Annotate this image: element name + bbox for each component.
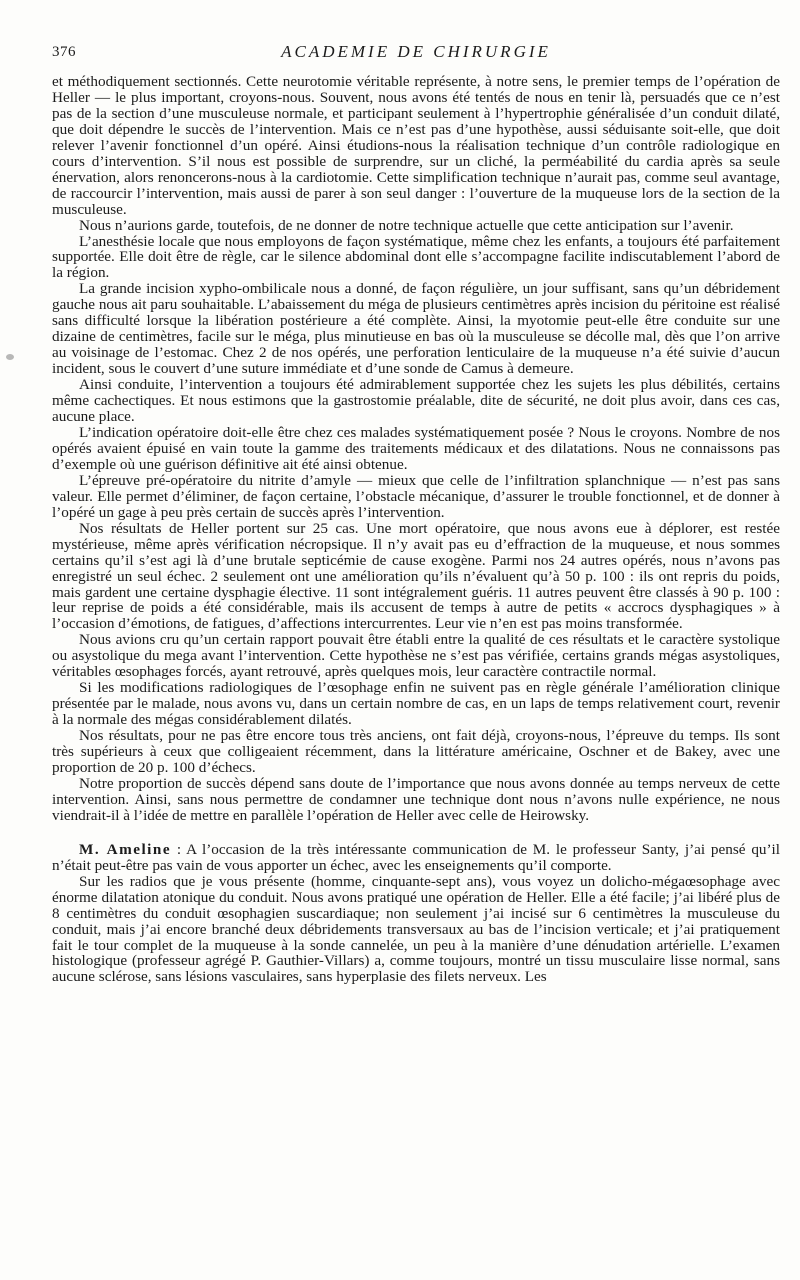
paragraph: Notre proportion de succès dépend sans doute de l’importance que nous avons donnée au temps nerveux de cette intervention. Ainsi, sans nous permettre de condamner une technique dont nous n’avons nulle expérience, ne nous viendrait-il à l’idée de mettre en parallèle l’opération de Heller avec celle de Heirowsky. <box>52 774 780 824</box>
paragraph: Nous n’aurions garde, toutefois, de ne donner de notre technique actuelle que cette anticipation sur l’avenir. <box>79 216 734 234</box>
body-text <box>52 74 780 985</box>
paragraph: et méthodiquement sectionnés. Cette neurotomie véritable représente, à notre sens, le premier temps de l’opération de Heller — le plus important, croyons-nous. Souvent, nous avons été tentés de nous en tenir là, persuadés que ce n’est pas de la section d’une musculeuse normale, et participant seulement à l’hypertrophie généralisée d’un conduit dilaté, que doit dépendre le succès de l’intervention. Mais ce n’est pas d’une hypothèse, aussi séduisante soit-elle, que doit relever l’avenir fonctionnel d’un opéré. Ainsi étudions-nous la réalisation technique d’un contrôle radiologique en cours d’intervention. S’il nous est possible de surprendre, sur un cliché, la perméabilité du cardia après sa seule énervation, alors renoncerons-nous à la cardiotomie. Cette simplification technique n’aurait pas, comme seul avantage, de raccourcir l’intervention, mais aussi de parer à son seul danger : l’ouverture de la muqueuse lors de la section de la musculeuse. <box>52 73 780 218</box>
paragraph: Sur les radios que je vous présente (homme, cinquante-sept ans), vous voyez un dolicho-mégaœsophage avec énorme dilatation atonique du conduit. Nous avons pratiqué une opération de Heller. Elle a été facile; j’ai libéré plus de 8 centimètres du conduit œsophagien suscardiaque; non seulement j’ai incisé sur 6 centimètres la musculeuse du conduit, mais j’ai encore branché deux débridements transversaux au bas de l’incision verticale; et j’ai pratiquement fait le tour complet de la muqueuse à la sonde cannelée, un peu à la manière d’une dénudation artérielle. L’examen histologique (professeur agrégé P. Gauthier-Villars) a, comme toujours, montré un tissu musculaire lisse normal, sans aucune sclérose, sans lésions vasculaires, sans hyperplasie des filets nerveux. Les <box>52 872 780 986</box>
document-page <box>52 40 780 985</box>
speaker-name: M. Ameline <box>79 840 172 858</box>
paragraph: Nos résultats de Heller portent sur 25 cas. Une mort opératoire, que nous avons eue à déplorer, est restée mystérieuse, même après vérification nécropsique. Il n’y avait pas eu d’effraction de la muqueuse, et nous sommes certains qu’il s’est agi là d’une brutale septicémie de cause exogène. Parmi nos 24 autres opérés, nous n’avons pas enregistré un seul échec. 2 seulement ont une amélioration qu’ils n’évaluent qu’à 50 p. 100 : ils ont repris du poids, mais gardent une certaine dysphagie élective. 11 sont intégralement guéris. 11 autres peuvent être classés à 90 p. 100 : leur reprise de poids a été considérable, mais ils accusent de temps à autre de petits « accrocs dysphagiques » à l’occasion d’émotions, de fatigues, d’affections intercurrentes. Leur vie n’en est pas moins transformée. <box>52 519 780 633</box>
paragraph: Nous avions cru qu’un certain rapport pouvait être établi entre la qualité de ces résultats et le caractère systolique ou asystolique du mega avant l’intervention. Cette hypothèse ne s’est pas vérifiée, certains grands mégas asystoliques, véritables œsophages forcés, ayant retrouvé, après quelques mois, leur caractère contractile normal. <box>52 631 780 681</box>
paragraph: La grande incision xypho-ombilicale nous a donné, de façon régulière, un jour suffisant, sans qu’un débridement gauche nous ait paru souhaitable. L’abaissement du méga de plusieurs centimètres après incision du péritoine est réalisé sans difficulté lorsque la libération postérieure a été complète. Ainsi, la myotomie peut-elle être conduite sur une dizaine de centimètres, facile sur le méga, plus minutieuse en bas où la musculeuse se décolle mal, dès que l’on arrive au voisinage de l’estomac. Chez 2 de nos opérés, une perforation lenticulaire de la muqueuse n’a été suivie d’aucun incident, sous le couvert d’une suture immédiate et d’une sonde de Camus à demeure. <box>52 280 780 378</box>
ameline-intro-text: : A l’occasion de la très intéressante communication de M. le professeur Santy, j’ai pensé qu’il n’était peut-être pas vain de vous apporter un échec, avec les enseignements qu’il comporte. <box>52 840 781 874</box>
page-header <box>52 40 780 64</box>
paragraph: L’indication opératoire doit-elle être chez ces malades systématiquement posée ? Nous le croyons. Nombre de nos opérés avaient épuisé en vain toute la gamme des traitements médicaux et des dilatations. Nous ne connaissons pas d’exemple où une guérison définitive ait été ainsi obtenue. <box>52 423 780 473</box>
paragraph: Ainsi conduite, l’intervention a toujours été admirablement supportée chez les sujets les plus débilités, certains même cachectiques. Et nous estimons que la gastrostomie préalable, dite de sécurité, ne doit plus avoir, dans ces cas, aucune place. <box>52 376 780 426</box>
paragraph: L’anesthésie locale que nous employons de façon systématique, même chez les enfants, a toujours été parfaitement supportée. Elle doit être de règle, car le silence abdominal dont elle s’accompagne facilite indiscutablement l’abord de la région. <box>52 232 780 282</box>
paragraph: Si les modifications radiologiques de l’œsophage enfin ne suivent pas en règle générale l’amélioration clinique présentée par le malade, nous avons vu, dans un certain nombre de cas, en un laps de temps relativement court, revenir à la normale des mégas considérablement dilatés. <box>52 679 780 729</box>
margin-ink-mark <box>6 354 14 360</box>
page-number: 376 <box>52 44 76 60</box>
ameline-intro-paragraph <box>52 842 780 874</box>
paragraph: L’épreuve pré-opératoire du nitrite d’amyle — mieux que celle de l’infiltration splanchnique — n’est pas sans valeur. Elle permet d’éliminer, de façon certaine, l’obstacle mécanique, d’assurer le trouble fonctionnel, et de donner à l’opéré un gage à peu près certain de succès après l’intervention. <box>52 471 780 521</box>
running-title: ACADEMIE DE CHIRURGIE <box>281 42 551 61</box>
paragraph: Nos résultats, pour ne pas être encore tous très anciens, ont fait déjà, croyons-nous, l’épreuve du temps. Ils sont très supérieurs à ceux que colligeaient récemment, dans la littérature américaine, Oschner et de Bakey, avec une proportion de 20 p. 100 d’échecs. <box>52 727 780 776</box>
